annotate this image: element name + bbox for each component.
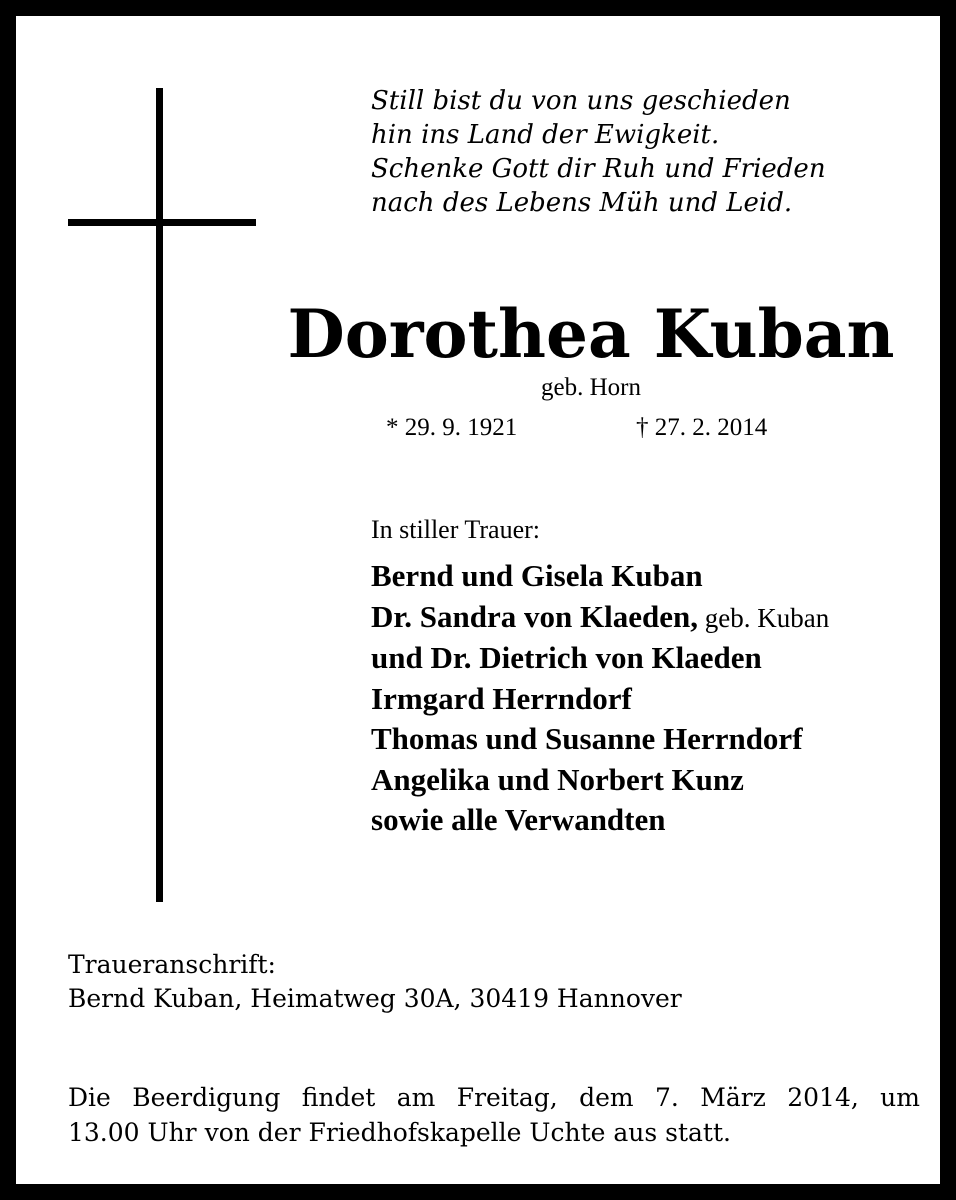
poem	[371, 84, 826, 220]
funeral-line: 13.00 Uhr von der Friedhofskapelle Uchte aus statt.	[68, 1118, 731, 1147]
mourners-list	[371, 556, 829, 841]
mourner-entry	[371, 556, 829, 597]
mourner-name: Irmgard Herrndorf	[371, 680, 632, 716]
mourner-entry	[371, 638, 829, 679]
birth-date: * 29. 9. 1921	[386, 414, 518, 441]
mourner-name: Dr. Sandra von Klaeden,	[371, 598, 698, 634]
mourner-name: sowie alle Verwandten	[371, 802, 666, 837]
cross-icon	[156, 88, 163, 902]
address-label: Traueranschrift:	[68, 950, 276, 979]
funeral-notice	[68, 1080, 920, 1150]
poem-line: nach des Lebens Müh und Leid.	[371, 188, 793, 218]
address-text: Bernd Kuban, Heimatweg 30A, 30419 Hannover	[68, 984, 682, 1013]
mourning-label: In stiller Trauer:	[371, 515, 540, 544]
funeral-line: Die Beerdigung findet am Freitag, dem 7. März 2014, um	[68, 1083, 920, 1112]
deceased-name: Dorothea Kuban	[287, 295, 895, 373]
mourner-entry	[371, 800, 829, 841]
mourner-name: Angelika und Norbert Kunz	[371, 761, 744, 797]
poem-line: Still bist du von uns geschieden	[371, 86, 791, 116]
mourner-note: geb. Kuban	[698, 602, 830, 633]
mourner-name: und Dr. Dietrich von Klaeden	[371, 640, 762, 675]
birth-name: geb. Horn	[541, 374, 641, 401]
mourner-entry	[371, 597, 829, 639]
death-date: † 27. 2. 2014	[636, 414, 768, 441]
mourner-entry	[371, 719, 829, 760]
poem-line: Schenke Gott dir Ruh und Frieden	[371, 154, 826, 184]
poem-line: hin ins Land der Ewigkeit.	[371, 120, 720, 150]
cross-icon-crossbar	[68, 219, 256, 226]
mourner-name: Thomas und Susanne Herrndorf	[371, 721, 803, 756]
mourner-name: Bernd und Gisela Kuban	[371, 558, 703, 593]
mourner-entry	[371, 679, 829, 720]
mourner-entry	[371, 760, 829, 801]
